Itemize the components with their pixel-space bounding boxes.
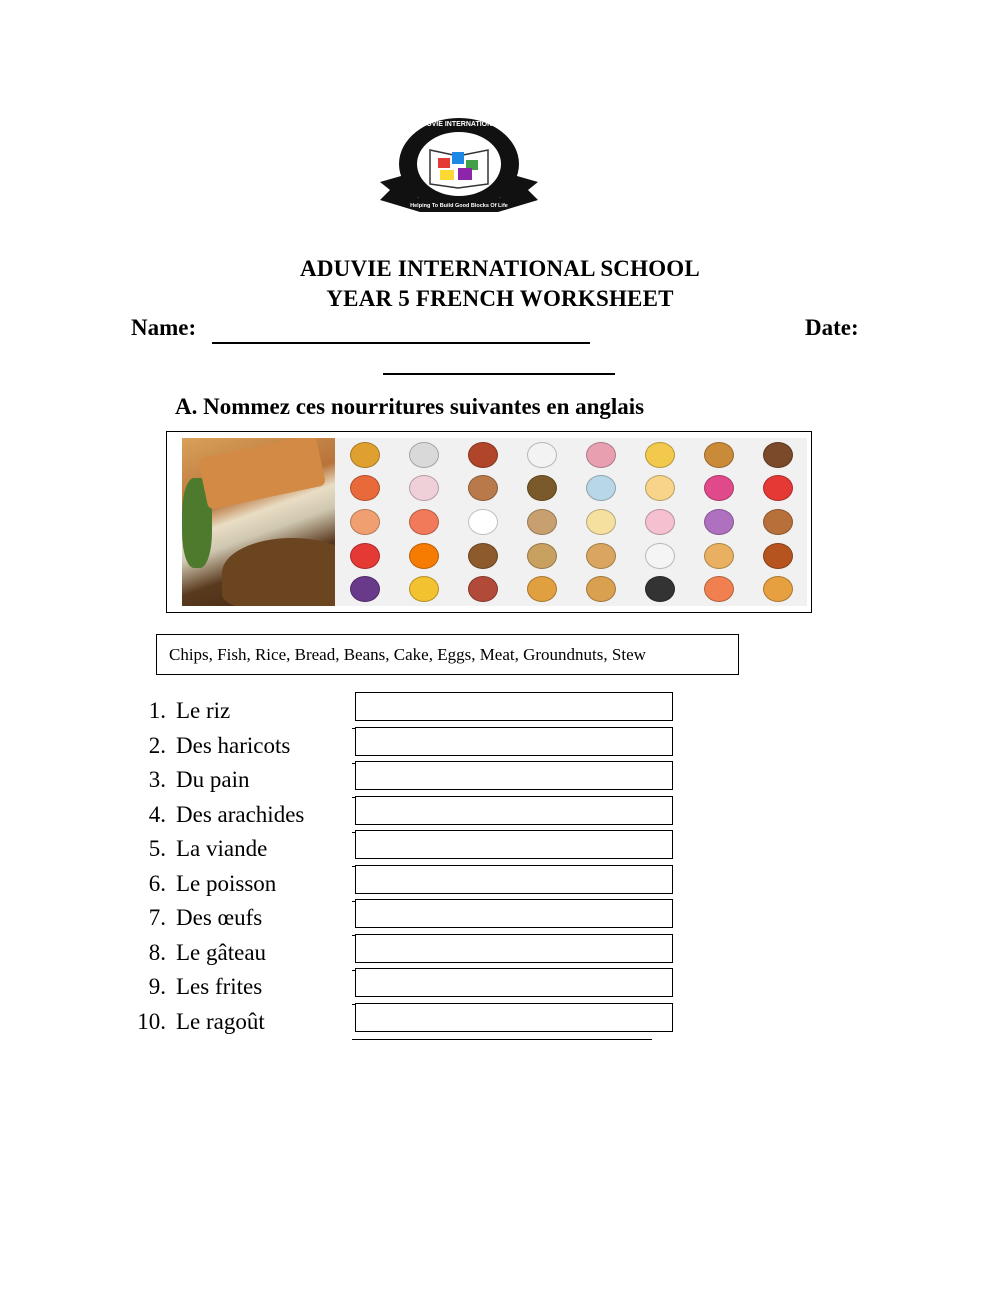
meat-on-bone-icon <box>763 543 793 569</box>
eggplant-icon <box>350 576 380 602</box>
pancakes-icon <box>704 543 734 569</box>
potato-icon <box>468 543 498 569</box>
date-field[interactable] <box>383 373 615 375</box>
name-label: Name: <box>131 315 197 340</box>
food-image <box>166 431 812 613</box>
word-bank: Chips, Fish, Rice, Bread, Beans, Cake, Eggs, Meat, Groundnuts, Stew <box>156 634 739 675</box>
question-number: 4. <box>148 801 166 827</box>
svg-text:ADUVIE INTERNATIONAL: ADUVIE INTERNATIONAL <box>416 121 502 128</box>
question-number: 5. <box>148 836 166 861</box>
worksheet-title: YEAR 5 FRENCH WORKSHEET <box>326 286 674 311</box>
answer-input[interactable] <box>355 899 673 928</box>
question-text: Le gâteau <box>176 939 267 965</box>
question-number: 8. <box>148 939 166 965</box>
answer-input[interactable] <box>355 968 673 997</box>
question-number: 7. <box>148 905 166 930</box>
rice-ball-icon <box>409 442 439 468</box>
popcorn-icon <box>763 475 793 501</box>
question-number: 2. <box>148 732 166 758</box>
answer-input[interactable] <box>355 830 673 859</box>
peanuts-icon <box>527 543 557 569</box>
sweet-potato-icon <box>468 576 498 602</box>
answer-input[interactable] <box>355 761 673 790</box>
question-text: Le poisson <box>176 870 277 896</box>
school-name: ADUVIE INTERNATIONAL SCHOOL <box>300 256 700 281</box>
pizza-icon <box>763 576 793 602</box>
ramen-icon <box>350 509 380 535</box>
question-number: 9. <box>148 974 166 999</box>
candy-icon <box>704 509 734 535</box>
question-number: 3. <box>148 767 166 792</box>
question-text: Le ragoût <box>176 1008 265 1034</box>
question-text: La viande <box>176 836 268 861</box>
dango-icon <box>586 442 616 468</box>
rice-bowl-icon <box>527 442 557 468</box>
sushi-icon <box>409 509 439 535</box>
answer-input[interactable] <box>355 1003 673 1032</box>
shaved-ice-icon <box>586 475 616 501</box>
spaghetti-icon <box>350 475 380 501</box>
ice-cream-icon <box>645 442 675 468</box>
question-text: Des œufs <box>176 905 263 930</box>
answer-input[interactable] <box>355 727 673 756</box>
section-title: A. Nommez ces nourritures suivantes en anglais <box>175 394 645 419</box>
answer-input[interactable] <box>355 796 673 825</box>
question-text: Des arachides <box>176 801 305 827</box>
onigiri-icon <box>468 509 498 535</box>
cake-slice-icon <box>645 475 675 501</box>
answer-input[interactable] <box>355 692 673 721</box>
corn-icon <box>409 576 439 602</box>
fried-egg-icon <box>645 576 675 602</box>
food-emoji-grid <box>335 438 807 606</box>
baguette-icon <box>586 576 616 602</box>
question-number: 1. <box>148 698 166 723</box>
oden-icon <box>350 442 380 468</box>
egg-icon <box>645 543 675 569</box>
tomato-icon <box>350 543 380 569</box>
doughnut-icon <box>763 509 793 535</box>
curry-icon <box>468 475 498 501</box>
shrimp-icon <box>704 576 734 602</box>
birthday-cake-icon <box>645 509 675 535</box>
custard-icon <box>586 509 616 535</box>
school-logo <box>378 112 540 216</box>
answer-underline <box>352 1039 652 1040</box>
question-text: Des haricots <box>176 732 291 758</box>
answer-input[interactable] <box>355 865 673 894</box>
bento-icon <box>468 442 498 468</box>
date-label: Date: <box>805 315 859 340</box>
food-photo <box>182 438 342 606</box>
name-field[interactable] <box>212 342 590 344</box>
answer-input[interactable] <box>355 934 673 963</box>
fish-cake-icon <box>409 475 439 501</box>
svg-text:Helping To Build Good Blocks O: Helping To Build Good Blocks Of Life <box>410 203 508 209</box>
question-text: Du pain <box>176 767 250 792</box>
pudding-icon <box>704 442 734 468</box>
bread-icon <box>586 543 616 569</box>
question-number: 10. <box>137 1008 166 1034</box>
oden-skewer-icon <box>527 509 557 535</box>
lollipop-icon <box>704 475 734 501</box>
question-text: Les frites <box>176 974 263 999</box>
honey-pot-icon <box>527 576 557 602</box>
rice-cracker-icon <box>527 475 557 501</box>
carrot-icon <box>409 543 439 569</box>
question-number: 6. <box>148 870 166 896</box>
question-text: Le riz <box>176 698 231 723</box>
chocolate-icon <box>763 442 793 468</box>
